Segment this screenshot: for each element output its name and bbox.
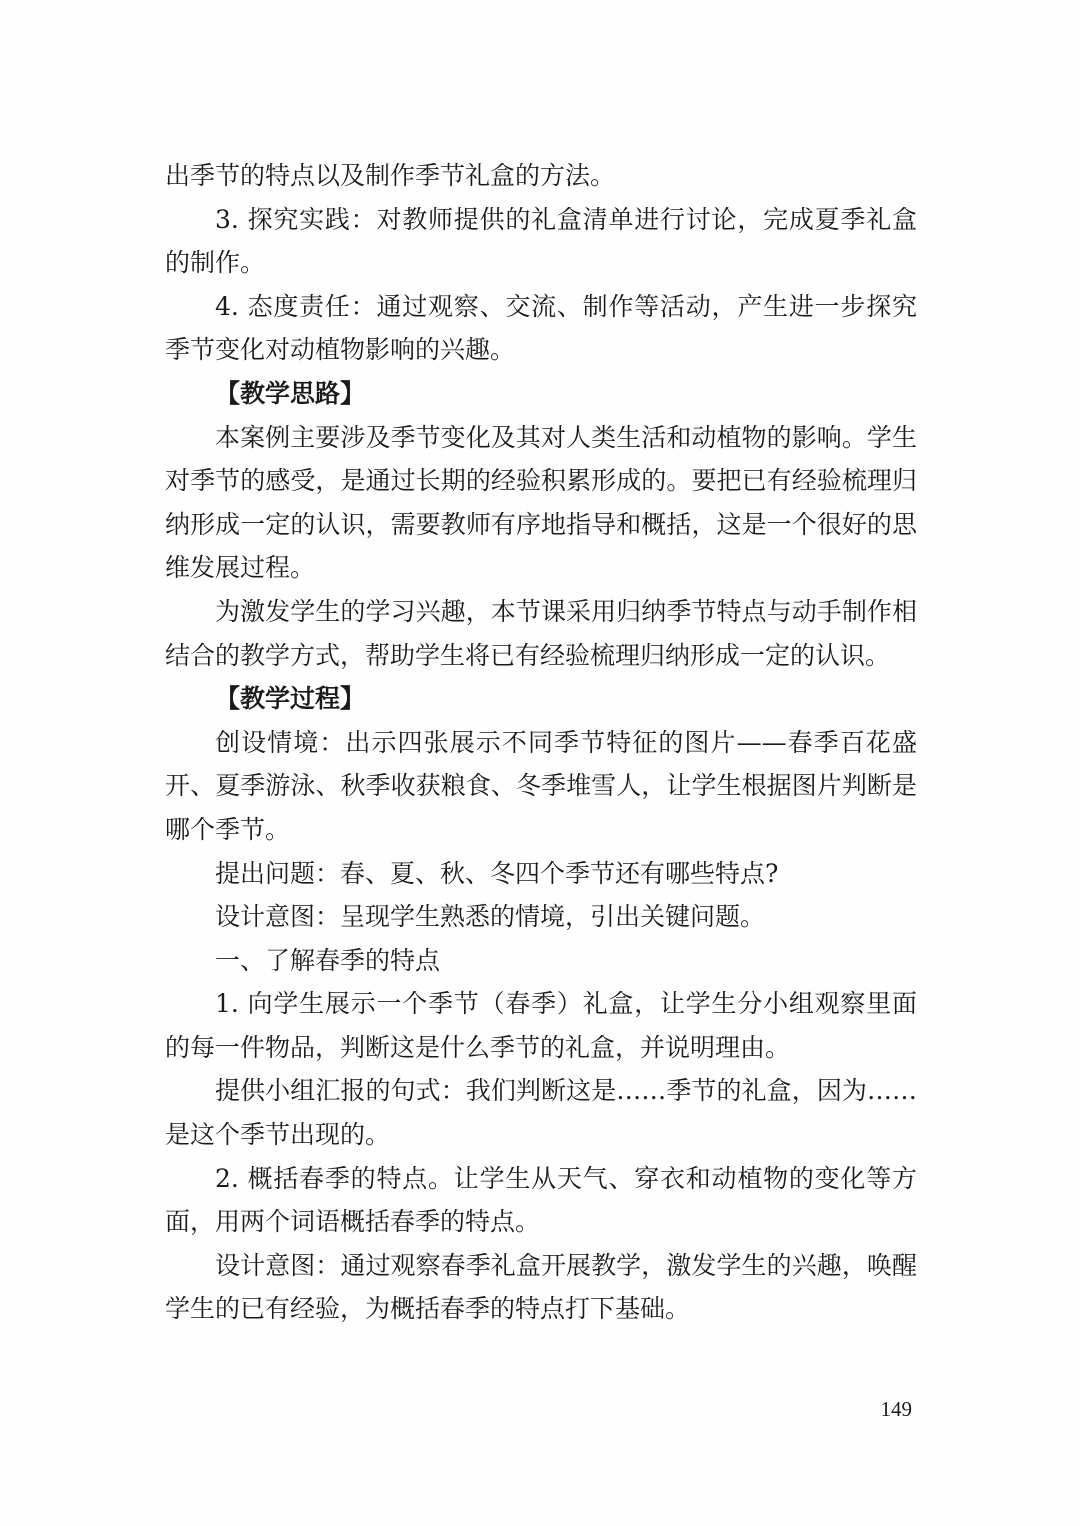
page-number: 149 bbox=[880, 1397, 912, 1421]
text-line: 3. 探究实践：对教师提供的礼盒清单进行讨论，完成夏季礼盒 bbox=[215, 204, 917, 234]
text-line: 提出问题：春、夏、秋、冬四个季节还有哪些特点? bbox=[215, 858, 779, 888]
text-line: 哪个季节。 bbox=[165, 814, 291, 844]
section-heading: 【教学过程】 bbox=[215, 684, 366, 714]
text-line: 4. 态度责任：通过观察、交流、制作等活动，产生进一步探究 bbox=[215, 291, 917, 321]
subsection-heading: 一、了解春季的特点 bbox=[215, 945, 441, 975]
text-line: 创设情境：出示四张展示不同季节特征的图片——春季百花盛 bbox=[215, 727, 917, 757]
text-line: 对季节的感受，是通过长期的经验积累形成的。要把已有经验梳理归 bbox=[165, 466, 917, 496]
text-line: 提供小组汇报的句式：我们判断这是……季节的礼盒，因为…… bbox=[215, 1076, 917, 1106]
text-line: 的制作。 bbox=[165, 248, 266, 278]
text-line: 2. 概括春季的特点。让学生从天气、穿衣和动植物的变化等方 bbox=[215, 1163, 917, 1193]
text-line: 学生的已有经验，为概括春季的特点打下基础。 bbox=[165, 1294, 691, 1324]
text-line: 纳形成一定的认识，需要教师有序地指导和概括，这是一个很好的思 bbox=[165, 509, 917, 539]
text-line: 为激发学生的学习兴趣，本节课采用归纳季节特点与动手制作相 bbox=[215, 596, 917, 626]
section-heading: 【教学思路】 bbox=[215, 378, 366, 408]
text-line: 的每一件物品，判断这是什么季节的礼盒，并说明理由。 bbox=[165, 1032, 791, 1062]
text-line: 季节变化对动植物影响的兴趣。 bbox=[165, 335, 516, 365]
text-line: 1. 向学生展示一个季节（春季）礼盒，让学生分小组观察里面 bbox=[215, 989, 917, 1019]
text-line: 出季节的特点以及制作季节礼盒的方法。 bbox=[165, 161, 616, 190]
text-line: 面，用两个词语概括春季的特点。 bbox=[165, 1207, 541, 1237]
text-line: 开、夏季游泳、秋季收获粮食、冬季堆雪人，让学生根据图片判断是 bbox=[165, 771, 917, 801]
text-line: 结合的教学方式，帮助学生将已有经验梳理归纳形成一定的认识。 bbox=[165, 640, 891, 670]
text-line: 是这个季节出现的。 bbox=[165, 1120, 391, 1150]
page-body bbox=[165, 154, 917, 1331]
text-line: 本案例主要涉及季节变化及其对人类生活和动植物的影响。学生 bbox=[215, 422, 917, 452]
text-line: 设计意图：呈现学生熟悉的情境，引出关键问题。 bbox=[215, 902, 766, 932]
text-line: 维发展过程。 bbox=[165, 553, 316, 583]
text-line: 设计意图：通过观察春季礼盒开展教学，激发学生的兴趣，唤醒 bbox=[215, 1250, 917, 1280]
